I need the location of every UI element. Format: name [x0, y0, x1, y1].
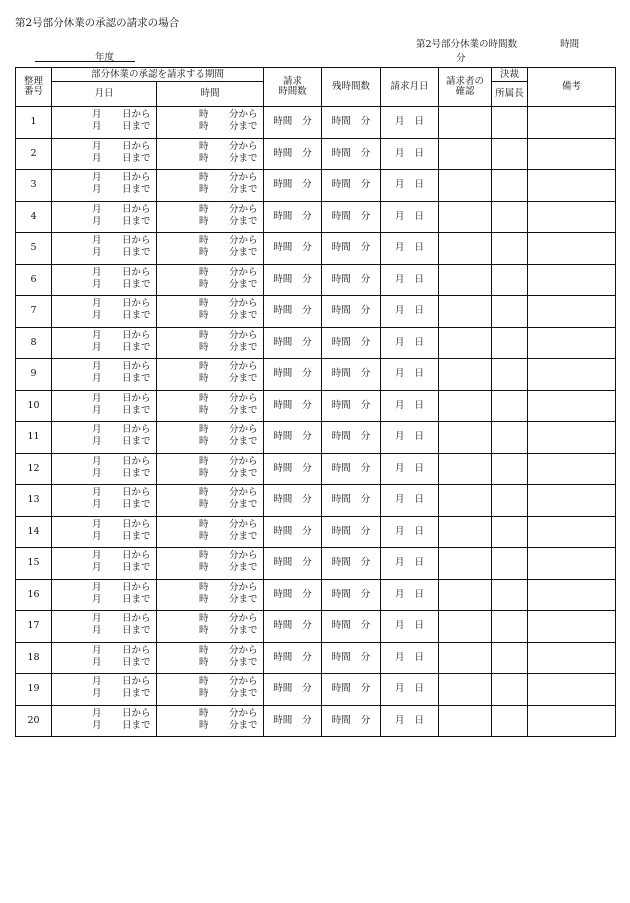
row-number: 5 — [16, 233, 52, 265]
remarks-cell[interactable] — [528, 705, 616, 737]
partial-leave-table — [15, 67, 616, 737]
request-date-cell[interactable]: 月 日 — [381, 705, 439, 737]
requested-hours-cell[interactable]: 時間 分 — [264, 674, 322, 706]
requester-confirm-cell[interactable] — [439, 611, 492, 643]
time-range-cell[interactable]: 時 分から 時 分まで — [157, 233, 264, 265]
table-row — [16, 296, 616, 328]
date-range-cell[interactable]: 月 日から 月 日まで — [52, 422, 157, 454]
row-number: 16 — [16, 579, 52, 611]
request-date-cell[interactable]: 月 日 — [381, 233, 439, 265]
remaining-hours-cell[interactable]: 時間 分 — [322, 327, 381, 359]
date-range-cell[interactable]: 月 日から 月 日まで — [52, 296, 157, 328]
requested-hours-cell[interactable]: 時間 分 — [264, 422, 322, 454]
date-range-cell[interactable]: 月 日から 月 日まで — [52, 579, 157, 611]
requester-confirm-cell[interactable] — [439, 138, 492, 170]
remarks-cell[interactable] — [528, 390, 616, 422]
header-date: 月日 — [52, 82, 157, 107]
time-range-cell[interactable]: 時 分から 時 分まで — [157, 422, 264, 454]
requested-hours-cell[interactable]: 時間 分 — [264, 264, 322, 296]
date-range-cell[interactable]: 月 日から 月 日まで — [52, 201, 157, 233]
table-row — [16, 579, 616, 611]
request-date-cell[interactable]: 月 日 — [381, 422, 439, 454]
row-number: 1 — [16, 107, 52, 139]
date-range-cell[interactable]: 月 日から 月 日まで — [52, 233, 157, 265]
table-row — [16, 390, 616, 422]
table-row — [16, 453, 616, 485]
request-date-cell[interactable]: 月 日 — [381, 138, 439, 170]
row-number: 12 — [16, 453, 52, 485]
requester-confirm-cell[interactable] — [439, 674, 492, 706]
remaining-hours-cell[interactable]: 時間 分 — [322, 611, 381, 643]
remarks-cell[interactable] — [528, 201, 616, 233]
requested-hours-cell[interactable]: 時間 分 — [264, 359, 322, 391]
remaining-hours-cell[interactable]: 時間 分 — [322, 705, 381, 737]
row-number: 11 — [16, 422, 52, 454]
remarks-cell[interactable] — [528, 642, 616, 674]
row-number: 19 — [16, 674, 52, 706]
requester-confirm-cell[interactable] — [439, 422, 492, 454]
header-time: 時間 — [157, 82, 264, 107]
requested-hours-cell[interactable]: 時間 分 — [264, 201, 322, 233]
requester-confirm-cell[interactable] — [439, 548, 492, 580]
remaining-hours-cell[interactable]: 時間 分 — [322, 642, 381, 674]
date-range-cell[interactable]: 月 日から 月 日まで — [52, 327, 157, 359]
dept-head-approval-cell[interactable] — [492, 359, 528, 391]
date-range-cell[interactable]: 月 日から 月 日まで — [52, 642, 157, 674]
remaining-hours-cell[interactable]: 時間 分 — [322, 422, 381, 454]
time-range-cell[interactable]: 時 分から 時 分まで — [157, 642, 264, 674]
row-number: 10 — [16, 390, 52, 422]
date-range-cell[interactable]: 月 日から 月 日まで — [52, 107, 157, 139]
request-date-cell[interactable]: 月 日 — [381, 516, 439, 548]
dept-head-approval-cell[interactable] — [492, 674, 528, 706]
request-date-cell[interactable]: 月 日 — [381, 611, 439, 643]
table-row — [16, 138, 616, 170]
requester-confirm-cell[interactable] — [439, 359, 492, 391]
time-range-cell[interactable]: 時 分から 時 分まで — [157, 296, 264, 328]
time-range-cell[interactable]: 時 分から 時 分まで — [157, 485, 264, 517]
table-row — [16, 233, 616, 265]
table-row — [16, 170, 616, 202]
row-number: 13 — [16, 485, 52, 517]
date-range-cell[interactable]: 月 日から 月 日まで — [52, 170, 157, 202]
request-date-cell[interactable]: 月 日 — [381, 485, 439, 517]
request-date-cell[interactable]: 月 日 — [381, 201, 439, 233]
time-range-cell[interactable]: 時 分から 時 分まで — [157, 201, 264, 233]
requester-confirm-cell[interactable] — [439, 233, 492, 265]
remarks-cell[interactable] — [528, 296, 616, 328]
requested-hours-cell[interactable]: 時間 分 — [264, 107, 322, 139]
summary-label: 第2号部分休業の時間数 — [416, 39, 518, 50]
date-range-cell[interactable]: 月 日から 月 日まで — [52, 548, 157, 580]
request-date-cell[interactable]: 月 日 — [381, 170, 439, 202]
remarks-cell[interactable] — [528, 485, 616, 517]
dept-head-approval-cell[interactable] — [492, 453, 528, 485]
request-date-cell[interactable]: 月 日 — [381, 642, 439, 674]
header-requester-confirm: 請求者の 確認 — [439, 68, 492, 107]
time-range-cell[interactable]: 時 分から 時 分まで — [157, 548, 264, 580]
remaining-hours-cell[interactable]: 時間 分 — [322, 548, 381, 580]
table-row — [16, 327, 616, 359]
header-requested-hours: 請求 時間数 — [264, 68, 322, 107]
row-number: 6 — [16, 264, 52, 296]
header-number: 整理 番号 — [16, 68, 52, 107]
remarks-cell[interactable] — [528, 422, 616, 454]
time-range-cell[interactable]: 時 分から 時 分まで — [157, 327, 264, 359]
dept-head-approval-cell[interactable] — [492, 264, 528, 296]
time-range-cell[interactable]: 時 分から 時 分まで — [157, 453, 264, 485]
date-range-cell[interactable]: 月 日から 月 日まで — [52, 264, 157, 296]
time-range-cell[interactable]: 時 分から 時 分まで — [157, 390, 264, 422]
remarks-cell[interactable] — [528, 327, 616, 359]
dept-head-approval-cell[interactable] — [492, 327, 528, 359]
request-date-cell[interactable]: 月 日 — [381, 107, 439, 139]
requester-confirm-cell[interactable] — [439, 170, 492, 202]
time-range-cell[interactable]: 時 分から 時 分まで — [157, 705, 264, 737]
dept-head-approval-cell[interactable] — [492, 107, 528, 139]
fiscal-year-label: 年度 — [95, 52, 115, 63]
dept-head-approval-cell[interactable] — [492, 579, 528, 611]
requested-hours-cell[interactable]: 時間 分 — [264, 233, 322, 265]
header-request-date: 請求月日 — [381, 68, 439, 107]
remaining-hours-cell[interactable]: 時間 分 — [322, 516, 381, 548]
request-date-cell[interactable]: 月 日 — [381, 264, 439, 296]
requested-hours-cell[interactable]: 時間 分 — [264, 705, 322, 737]
date-range-cell[interactable]: 月 日から 月 日まで — [52, 453, 157, 485]
requested-hours-cell[interactable]: 時間 分 — [264, 390, 322, 422]
table-row — [16, 611, 616, 643]
dept-head-approval-cell[interactable] — [492, 201, 528, 233]
row-number: 20 — [16, 705, 52, 737]
table-row — [16, 264, 616, 296]
dept-head-approval-cell[interactable] — [492, 642, 528, 674]
remarks-cell[interactable] — [528, 453, 616, 485]
table-row — [16, 516, 616, 548]
remarks-cell[interactable] — [528, 674, 616, 706]
remarks-cell[interactable] — [528, 611, 616, 643]
header-remarks: 備考 — [528, 68, 616, 107]
remaining-hours-cell[interactable]: 時間 分 — [322, 296, 381, 328]
remarks-cell[interactable] — [528, 359, 616, 391]
request-date-cell[interactable]: 月 日 — [381, 548, 439, 580]
row-number: 15 — [16, 548, 52, 580]
remarks-cell[interactable] — [528, 138, 616, 170]
requester-confirm-cell[interactable] — [439, 264, 492, 296]
remarks-cell[interactable] — [528, 264, 616, 296]
table-row — [16, 359, 616, 391]
form-title: 第2号部分休業の承認の請求の場合 — [15, 17, 180, 29]
remarks-cell[interactable] — [528, 107, 616, 139]
dept-head-approval-cell[interactable] — [492, 170, 528, 202]
date-range-cell[interactable]: 月 日から 月 日まで — [52, 674, 157, 706]
row-number: 17 — [16, 611, 52, 643]
time-range-cell[interactable]: 時 分から 時 分まで — [157, 516, 264, 548]
remaining-hours-cell[interactable]: 時間 分 — [322, 453, 381, 485]
remarks-cell[interactable] — [528, 233, 616, 265]
table-row — [16, 674, 616, 706]
header-period-group: 部分休業の承認を請求する期間 — [52, 68, 264, 82]
request-date-cell[interactable]: 月 日 — [381, 359, 439, 391]
requester-confirm-cell[interactable] — [439, 453, 492, 485]
date-range-cell[interactable]: 月 日から 月 日まで — [52, 390, 157, 422]
remarks-cell[interactable] — [528, 579, 616, 611]
table-row — [16, 107, 616, 139]
row-number: 14 — [16, 516, 52, 548]
dept-head-approval-cell[interactable] — [492, 705, 528, 737]
remaining-hours-cell[interactable]: 時間 分 — [322, 390, 381, 422]
dept-head-approval-cell[interactable] — [492, 422, 528, 454]
requester-confirm-cell[interactable] — [439, 485, 492, 517]
requester-confirm-cell[interactable] — [439, 516, 492, 548]
date-range-cell[interactable]: 月 日から 月 日まで — [52, 516, 157, 548]
request-date-cell[interactable]: 月 日 — [381, 453, 439, 485]
requester-confirm-cell[interactable] — [439, 705, 492, 737]
requested-hours-cell[interactable]: 時間 分 — [264, 453, 322, 485]
remaining-hours-cell[interactable]: 時間 分 — [322, 674, 381, 706]
remaining-hours-cell[interactable]: 時間 分 — [322, 485, 381, 517]
time-range-cell[interactable]: 時 分から 時 分まで — [157, 170, 264, 202]
remaining-hours-cell[interactable]: 時間 分 — [322, 359, 381, 391]
date-range-cell[interactable]: 月 日から 月 日まで — [52, 705, 157, 737]
requested-hours-cell[interactable]: 時間 分 — [264, 579, 322, 611]
header-remaining-hours: 残時間数 — [322, 68, 381, 107]
requested-hours-cell[interactable]: 時間 分 — [264, 170, 322, 202]
total-hours-summary — [416, 36, 630, 64]
header-dept-head: 所属長 — [492, 82, 528, 107]
table-row — [16, 548, 616, 580]
time-range-cell[interactable]: 時 分から 時 分まで — [157, 107, 264, 139]
date-range-cell[interactable]: 月 日から 月 日まで — [52, 485, 157, 517]
remaining-hours-cell[interactable]: 時間 分 — [322, 138, 381, 170]
dept-head-approval-cell[interactable] — [492, 548, 528, 580]
requester-confirm-cell[interactable] — [439, 107, 492, 139]
request-date-cell[interactable]: 月 日 — [381, 327, 439, 359]
remarks-cell[interactable] — [528, 170, 616, 202]
requested-hours-cell[interactable]: 時間 分 — [264, 138, 322, 170]
dept-head-approval-cell[interactable] — [492, 390, 528, 422]
row-number: 2 — [16, 138, 52, 170]
remaining-hours-cell[interactable]: 時間 分 — [322, 264, 381, 296]
remarks-cell[interactable] — [528, 548, 616, 580]
requester-confirm-cell[interactable] — [439, 201, 492, 233]
requester-confirm-cell[interactable] — [439, 296, 492, 328]
requester-confirm-cell[interactable] — [439, 579, 492, 611]
remaining-hours-cell[interactable]: 時間 分 — [322, 170, 381, 202]
dept-head-approval-cell[interactable] — [492, 611, 528, 643]
summary-hours-unit: 時間 — [560, 39, 580, 50]
dept-head-approval-cell[interactable] — [492, 485, 528, 517]
requester-confirm-cell[interactable] — [439, 642, 492, 674]
table-row — [16, 642, 616, 674]
time-range-cell[interactable]: 時 分から 時 分まで — [157, 138, 264, 170]
requested-hours-cell[interactable]: 時間 分 — [264, 327, 322, 359]
remaining-hours-cell[interactable]: 時間 分 — [322, 107, 381, 139]
date-range-cell[interactable]: 月 日から 月 日まで — [52, 611, 157, 643]
remarks-cell[interactable] — [528, 516, 616, 548]
requester-confirm-cell[interactable] — [439, 390, 492, 422]
requested-hours-cell[interactable]: 時間 分 — [264, 296, 322, 328]
table-row — [16, 201, 616, 233]
dept-head-approval-cell[interactable] — [492, 516, 528, 548]
remaining-hours-cell[interactable]: 時間 分 — [322, 233, 381, 265]
time-range-cell[interactable]: 時 分から 時 分まで — [157, 674, 264, 706]
header-approval: 決裁 — [492, 68, 528, 82]
remaining-hours-cell[interactable]: 時間 分 — [322, 201, 381, 233]
dept-head-approval-cell[interactable] — [492, 138, 528, 170]
dept-head-approval-cell[interactable] — [492, 296, 528, 328]
table-row — [16, 485, 616, 517]
time-range-cell[interactable]: 時 分から 時 分まで — [157, 579, 264, 611]
request-date-cell[interactable]: 月 日 — [381, 579, 439, 611]
requested-hours-cell[interactable]: 時間 分 — [264, 548, 322, 580]
request-date-cell[interactable]: 月 日 — [381, 390, 439, 422]
summary-minutes-unit: 分 — [456, 53, 466, 64]
row-number: 4 — [16, 201, 52, 233]
date-range-cell[interactable]: 月 日から 月 日まで — [52, 138, 157, 170]
remaining-hours-cell[interactable]: 時間 分 — [322, 579, 381, 611]
row-number: 18 — [16, 642, 52, 674]
row-number: 9 — [16, 359, 52, 391]
row-number: 7 — [16, 296, 52, 328]
time-range-cell[interactable]: 時 分から 時 分まで — [157, 611, 264, 643]
request-date-cell[interactable]: 月 日 — [381, 674, 439, 706]
dept-head-approval-cell[interactable] — [492, 233, 528, 265]
row-number: 3 — [16, 170, 52, 202]
row-number: 8 — [16, 327, 52, 359]
time-range-cell[interactable]: 時 分から 時 分まで — [157, 264, 264, 296]
request-date-cell[interactable]: 月 日 — [381, 296, 439, 328]
requested-hours-cell[interactable]: 時間 分 — [264, 642, 322, 674]
requested-hours-cell[interactable]: 時間 分 — [264, 611, 322, 643]
date-range-cell[interactable]: 月 日から 月 日まで — [52, 359, 157, 391]
requester-confirm-cell[interactable] — [439, 327, 492, 359]
table-row — [16, 705, 616, 737]
table-row — [16, 422, 616, 454]
requested-hours-cell[interactable]: 時間 分 — [264, 485, 322, 517]
time-range-cell[interactable]: 時 分から 時 分まで — [157, 359, 264, 391]
fiscal-year-field[interactable] — [35, 49, 135, 62]
requested-hours-cell[interactable]: 時間 分 — [264, 516, 322, 548]
